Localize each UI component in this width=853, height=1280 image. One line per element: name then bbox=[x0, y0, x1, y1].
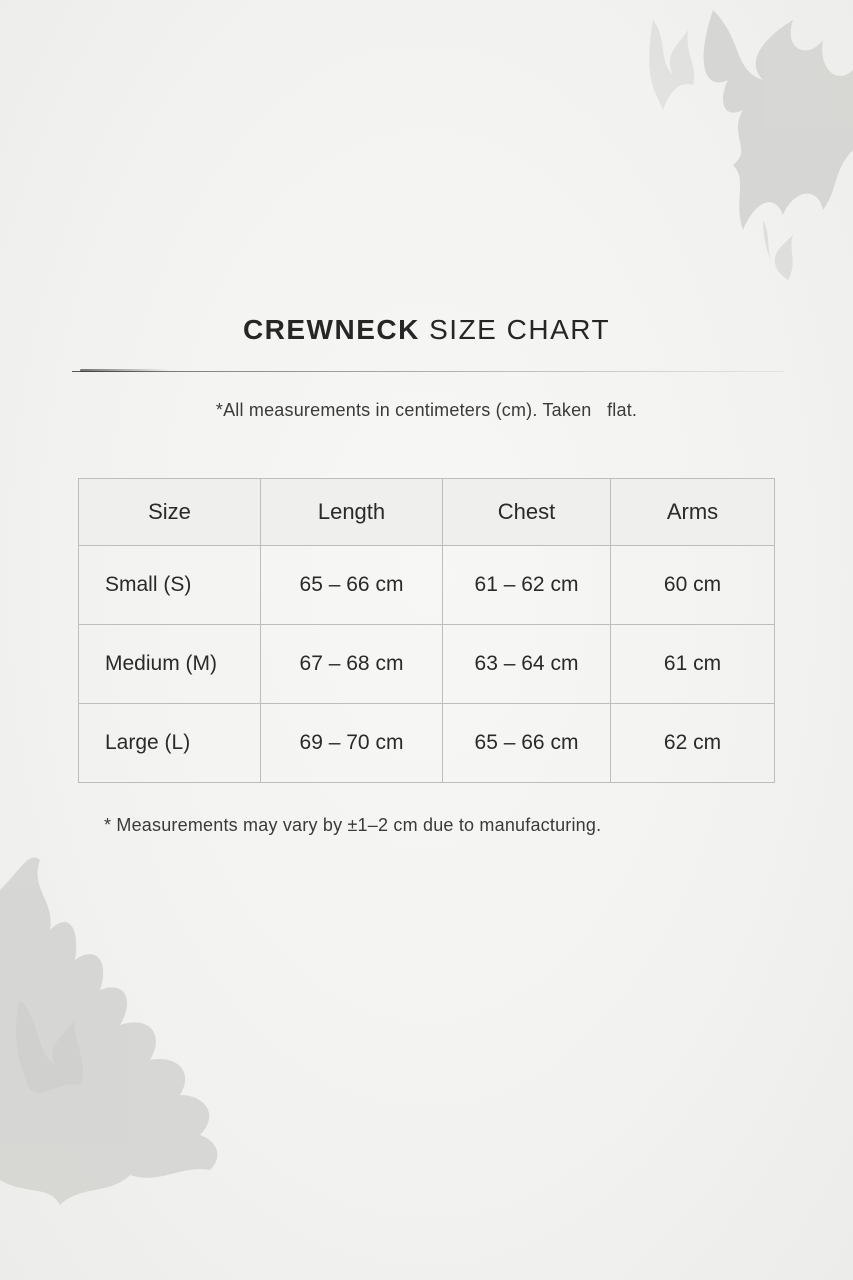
size-cell: Large (L) bbox=[79, 704, 261, 783]
measurement-note: *All measurements in centimeters (cm). Taken flat. bbox=[215, 400, 638, 420]
table-row bbox=[79, 625, 775, 704]
length-cell: 67 – 68 cm bbox=[261, 625, 443, 704]
arms-cell: 61 cm bbox=[611, 625, 775, 704]
chest-cell: 63 – 64 cm bbox=[443, 625, 611, 704]
chest-cell: 61 – 62 cm bbox=[443, 546, 611, 625]
arms-cell: 60 cm bbox=[611, 546, 775, 625]
header-chest: Chest bbox=[443, 479, 611, 546]
header-length: Length bbox=[261, 479, 443, 546]
title-divider bbox=[72, 371, 784, 372]
size-cell: Medium (M) bbox=[79, 625, 261, 704]
header-arms: Arms bbox=[611, 479, 775, 546]
title-divider-accent bbox=[80, 369, 170, 372]
chest-cell: 65 – 66 cm bbox=[443, 704, 611, 783]
flame-decoration-top-right-icon bbox=[593, 0, 853, 290]
title-light: SIZE CHART bbox=[429, 314, 611, 345]
page-title bbox=[0, 314, 853, 346]
length-cell: 65 – 66 cm bbox=[261, 546, 443, 625]
title-bold: CREWNECK bbox=[242, 314, 420, 345]
size-cell: Small (S) bbox=[79, 546, 261, 625]
arms-cell: 62 cm bbox=[611, 704, 775, 783]
length-cell: 69 – 70 cm bbox=[261, 704, 443, 783]
table-header-row bbox=[79, 479, 775, 546]
table-row bbox=[79, 546, 775, 625]
table-row bbox=[79, 704, 775, 783]
variance-note: * Measurements may vary by ±1–2 cm due to manufacturing. bbox=[104, 815, 602, 835]
header-size: Size bbox=[79, 479, 261, 546]
flame-decoration-bottom-left-icon bbox=[0, 850, 230, 1210]
size-table bbox=[78, 478, 775, 783]
